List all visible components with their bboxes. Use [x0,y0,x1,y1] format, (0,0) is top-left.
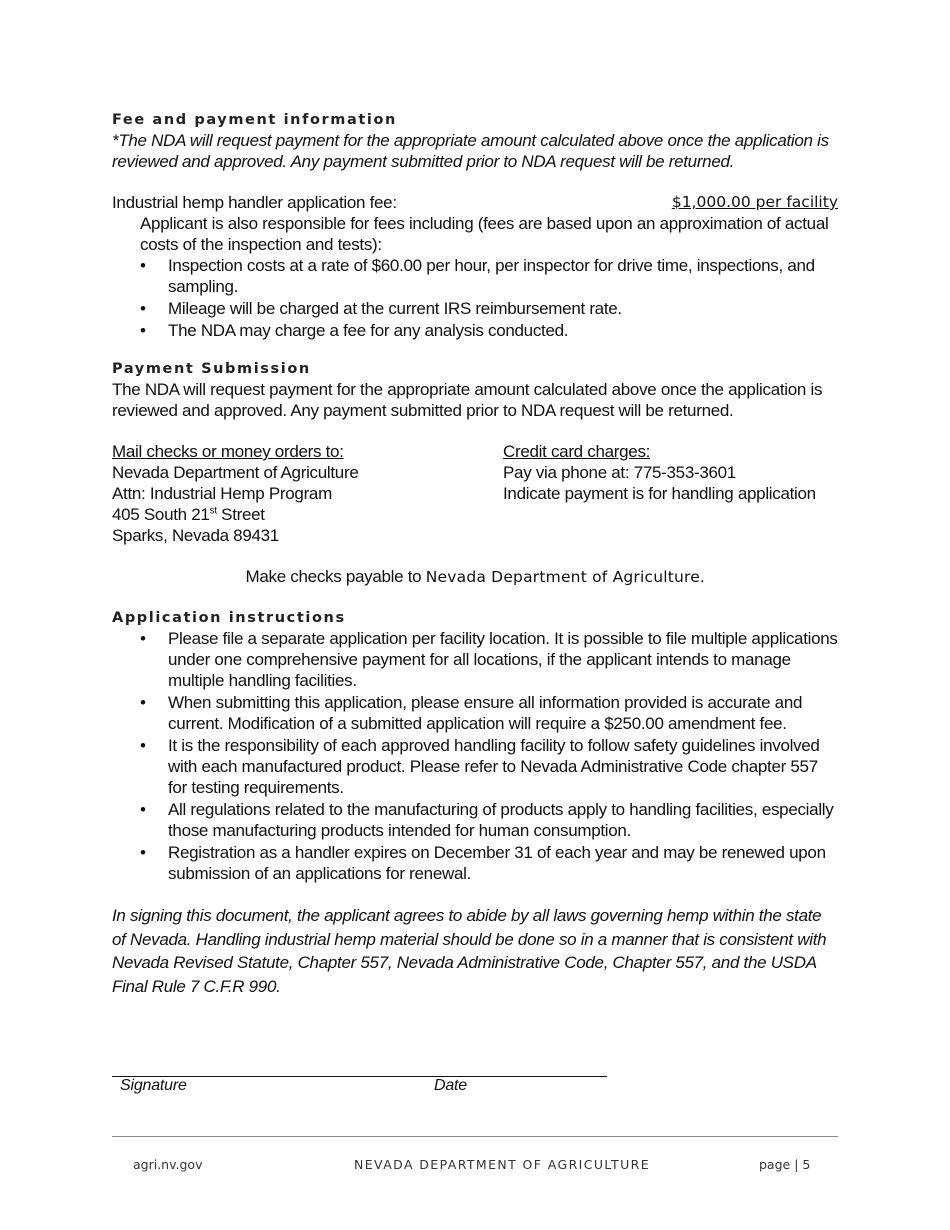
fee-section-heading: Fee and payment information [112,112,397,128]
mail-line: Sparks, Nevada 89431 [112,526,279,545]
payable-name: Nevada Department of Agriculture [425,568,701,586]
date-label: Date [434,1077,467,1094]
street-suffix: st [209,505,217,517]
footer-page-number: page | 5 [759,1157,811,1172]
fee-responsibility: Applicant is also responsible for fees including (fees are based upon an approximation of actual costs of the inspection and tests): [140,214,829,254]
mail-heading: Mail checks or money orders to: [112,442,344,461]
list-item: • When submitting this application, please ensure all information provided is accurate and current. Modification of a submitted application will require a $250.00 amendment fee. [168,692,838,734]
instructions-bullet-list [112,628,838,884]
payable-suffix: . [700,567,705,586]
payment-methods [112,441,838,546]
fee-label: Industrial hemp handler application fee: [112,193,397,212]
fee-amount: $1,000.00 per facility [671,193,838,211]
fee-note: *The NDA will request payment for the appropriate amount calculated above once the application is reviewed and approved. Any payment submitted prior to NDA request will be returned. [112,131,829,171]
mail-address-block [112,441,503,546]
list-item: • It is the responsibility of each approved handling facility to follow safety guidelines involved with each manufactured product. Please refer to Nevada Administrative Code chapter 557 for testing requirements. [168,735,838,798]
payment-text: The NDA will request payment for the appropriate amount calculated above once the application is reviewed and approved. Any payment submitted prior to NDA request will be returned. [112,380,823,420]
list-item: • Inspection costs at a rate of $60.00 per hour, per inspector for drive time, inspections, and sampling. [168,255,838,297]
list-item: • All regulations related to the manufacturing of products apply to handling facilities, especially those manufacturing products intended for human consumption. [168,799,838,841]
mail-line: Nevada Department of Agriculture [112,463,359,482]
street-name: Street [216,505,265,524]
signature-label: Signature [120,1077,187,1094]
credit-heading: Credit card charges: [503,442,651,461]
agreement-text: In signing this document, the applicant agrees to abide by all laws governing hemp within the state of Nevada. Handling industrial hemp material should be done so in a manner that is consistent with Nevada Revised Statute, Chapter 557, Nevada Administrative Code, Chapter 557, and the USDA Final Rule 7 C.F.R 990. [112,906,827,996]
footer-divider [112,1136,838,1137]
mail-line: Attn: Industrial Hemp Program [112,484,332,503]
street-number: 405 South 21 [112,505,210,524]
list-item: • Mileage will be charged at the current IRS reimbursement rate. [168,298,838,319]
mail-street-line [112,504,503,525]
instructions-section-heading: Application instructions [112,610,346,626]
credit-card-block [503,441,838,546]
fee-row [112,192,838,213]
document-page [112,110,838,998]
fee-bullet-list [112,255,838,341]
list-item: • The NDA may charge a fee for any analysis conducted. [168,320,838,341]
credit-line: Indicate payment is for handling application [503,484,816,503]
footer-department: NEVADA DEPARTMENT OF AGRICULTURE [354,1157,651,1172]
list-item: • Please file a separate application per facility location. It is possible to file multiple applications under one comprehensive payment for all locations, if the applicant intends to manage multiple handling facilities. [168,628,838,691]
footer-website: agri.nv.gov [133,1157,203,1172]
credit-line: Pay via phone at: 775-353-3601 [503,463,736,482]
payment-section-heading: Payment Submission [112,361,311,377]
list-item: • Registration as a handler expires on December 31 of each year and may be renewed upon submission of an applications for renewal. [168,842,838,884]
payable-line [112,566,838,588]
payable-prefix: Make checks payable to [245,567,426,586]
